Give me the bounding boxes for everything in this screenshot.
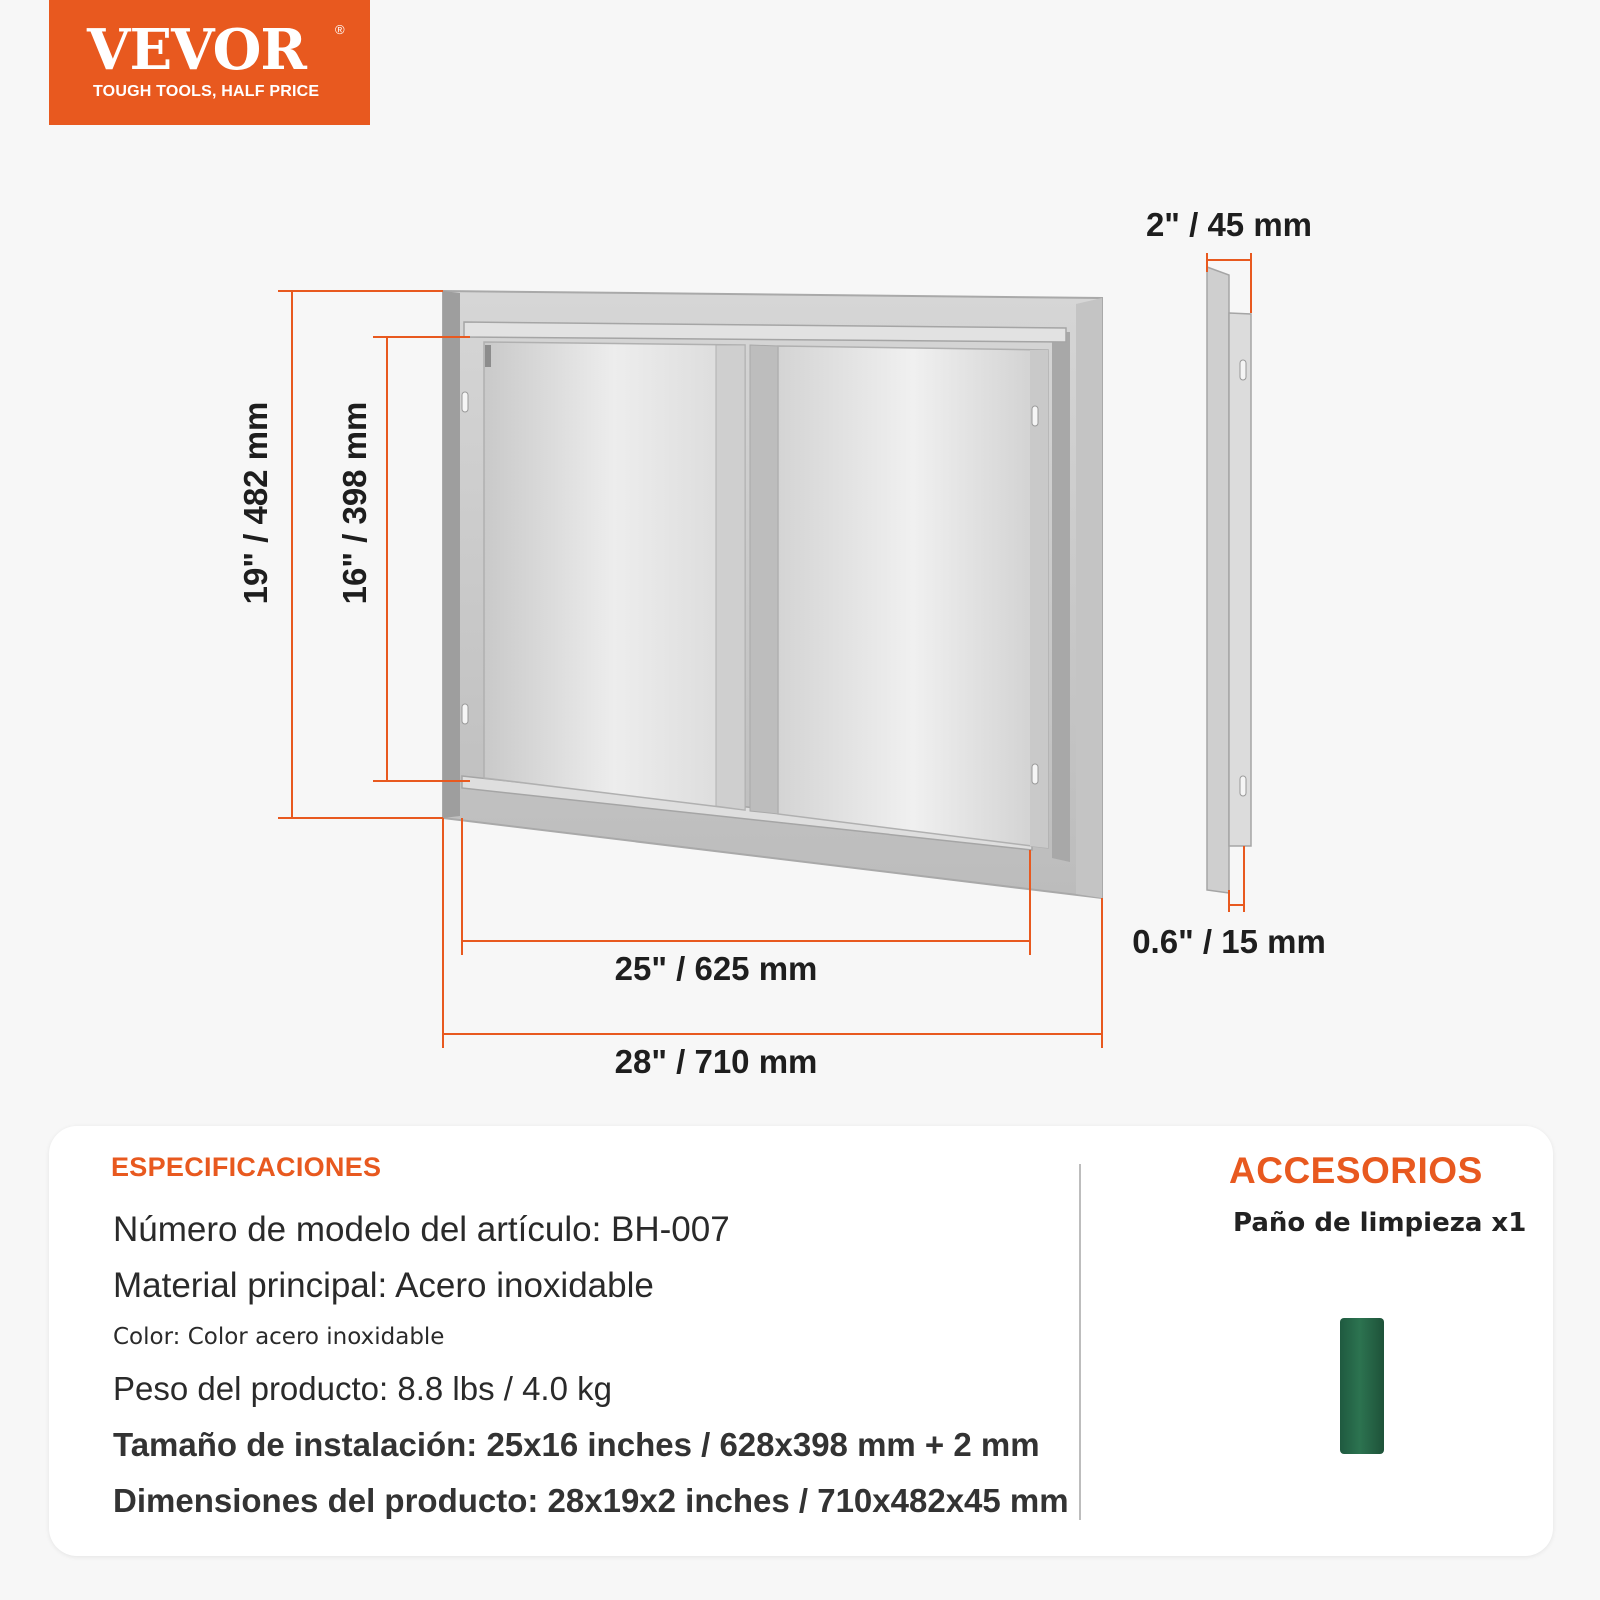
panel-divider (1079, 1164, 1081, 1520)
registered-mark: ® (335, 22, 345, 37)
cleaning-pad-icon (1340, 1318, 1384, 1454)
right-door-panel (778, 346, 1048, 848)
inner-height-label: 16" / 398 mm (336, 401, 373, 605)
spec-material: Material principal: Acero inoxidable (113, 1266, 654, 1305)
specifications-title: ESPECIFICACIONES (111, 1152, 382, 1182)
spec-model: Número de modelo del artículo: BH-007 (113, 1210, 730, 1249)
specifications-panel (49, 1126, 1553, 1556)
logo-wordmark: VEVOR (87, 17, 306, 83)
center-stile-right (750, 345, 778, 814)
side-profile-view (1207, 267, 1251, 893)
accessory-item: Paño de limpieza x1 (1233, 1208, 1527, 1238)
outer-height-label: 19" / 482 mm (237, 401, 274, 605)
inner-width-label: 25" / 625 mm (614, 950, 818, 987)
depth-label: 2" / 45 mm (1145, 206, 1313, 243)
center-stile-left (716, 345, 745, 810)
flange-label: 0.6" / 15 mm (1132, 923, 1326, 960)
spec-install-size: Tamaño de instalación: 25x16 inches / 628x398 mm + 2 mm (113, 1426, 1040, 1463)
left-door-panel (484, 342, 745, 810)
accessories-title: ACCESORIOS (1229, 1150, 1483, 1191)
hinge-icon (485, 345, 491, 367)
spec-color: Color: Color acero inoxidable (113, 1324, 445, 1350)
spec-weight: Peso del producto: 8.8 lbs / 4.0 kg (113, 1370, 612, 1407)
spec-product-dimensions: Dimensiones del producto: 28x19x2 inches / 710x482x45 mm (113, 1482, 1069, 1519)
outer-width-label: 28" / 710 mm (614, 1043, 818, 1080)
logo-tagline: TOUGH TOOLS, HALF PRICE (93, 83, 320, 100)
